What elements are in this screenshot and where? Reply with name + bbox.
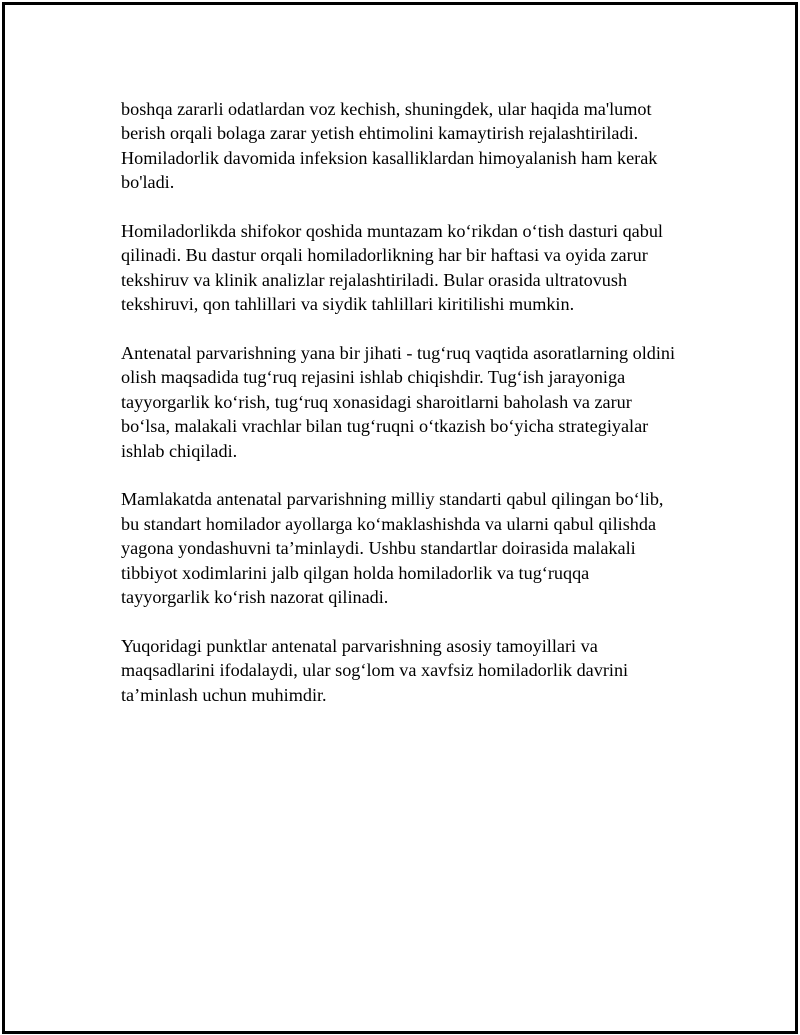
paragraph-1: boshqa zararli odatlardan voz kechish, shuningdek, ular haqida ma'lumot berish orqali bolaga zarar yetish ehtimolini kamaytirish rejalashtiriladi. Homiladorlik davomida infeksion kasalliklardan himoyalanish ham kerak bo'ladi. [121,99,658,193]
paragraph-4: Mamlakatda antenatal parvarishning milliy standarti qabul qilingan bo‘lib, bu standart homilador ayollarga ko‘maklashishda va ularni qabul qilishda yagona yondashuvni ta’minlaydi. Ushbu standartlar doirasida malakali tibbiyot xodimlarini jalb qilgan holda homiladorlik va tug‘ruqqa tayyorgarlik ko‘rish nazorat qilinadi. [121,489,664,608]
paragraph-5: Yuqoridagi punktlar antenatal parvarishning asosiy tamoyillari va maqsadlarini ifodalaydi, ular sog‘lom va xavfsiz homiladorlik davrini ta’minlash uchun muhimdir. [121,635,629,705]
document-body [121,97,701,731]
paragraph-2: Homiladorlikda shifokor qoshida muntazam ko‘rikdan o‘tish dasturi qabul qilinadi. Bu dastur orqali homiladorlikning har bir haftasi va oyida zarur tekshiruv va klinik analizlar rejalashtiriladi. Bular orasida ultratovush tekshiruvi, qon tahlillari va siydik tahlillari kiritilishi mumkin. [121,221,663,315]
paragraph-3: Antenatal parvarishning yana bir jihati - tug‘ruq vaqtida asoratlarning oldini olish maqsadida tug‘ruq rejasini ishlab chiqishdir. Tug‘ish jarayoniga tayyorgarlik ko‘rish, tug‘ruq xonasidagi sharoitlarni baholash va zarur bo‘lsa, malakali vrachlar bilan tug‘ruqni o‘tkazish bo‘yicha strategiyalar ishlab chiqiladi. [121,343,676,461]
page-frame [2,2,798,1034]
